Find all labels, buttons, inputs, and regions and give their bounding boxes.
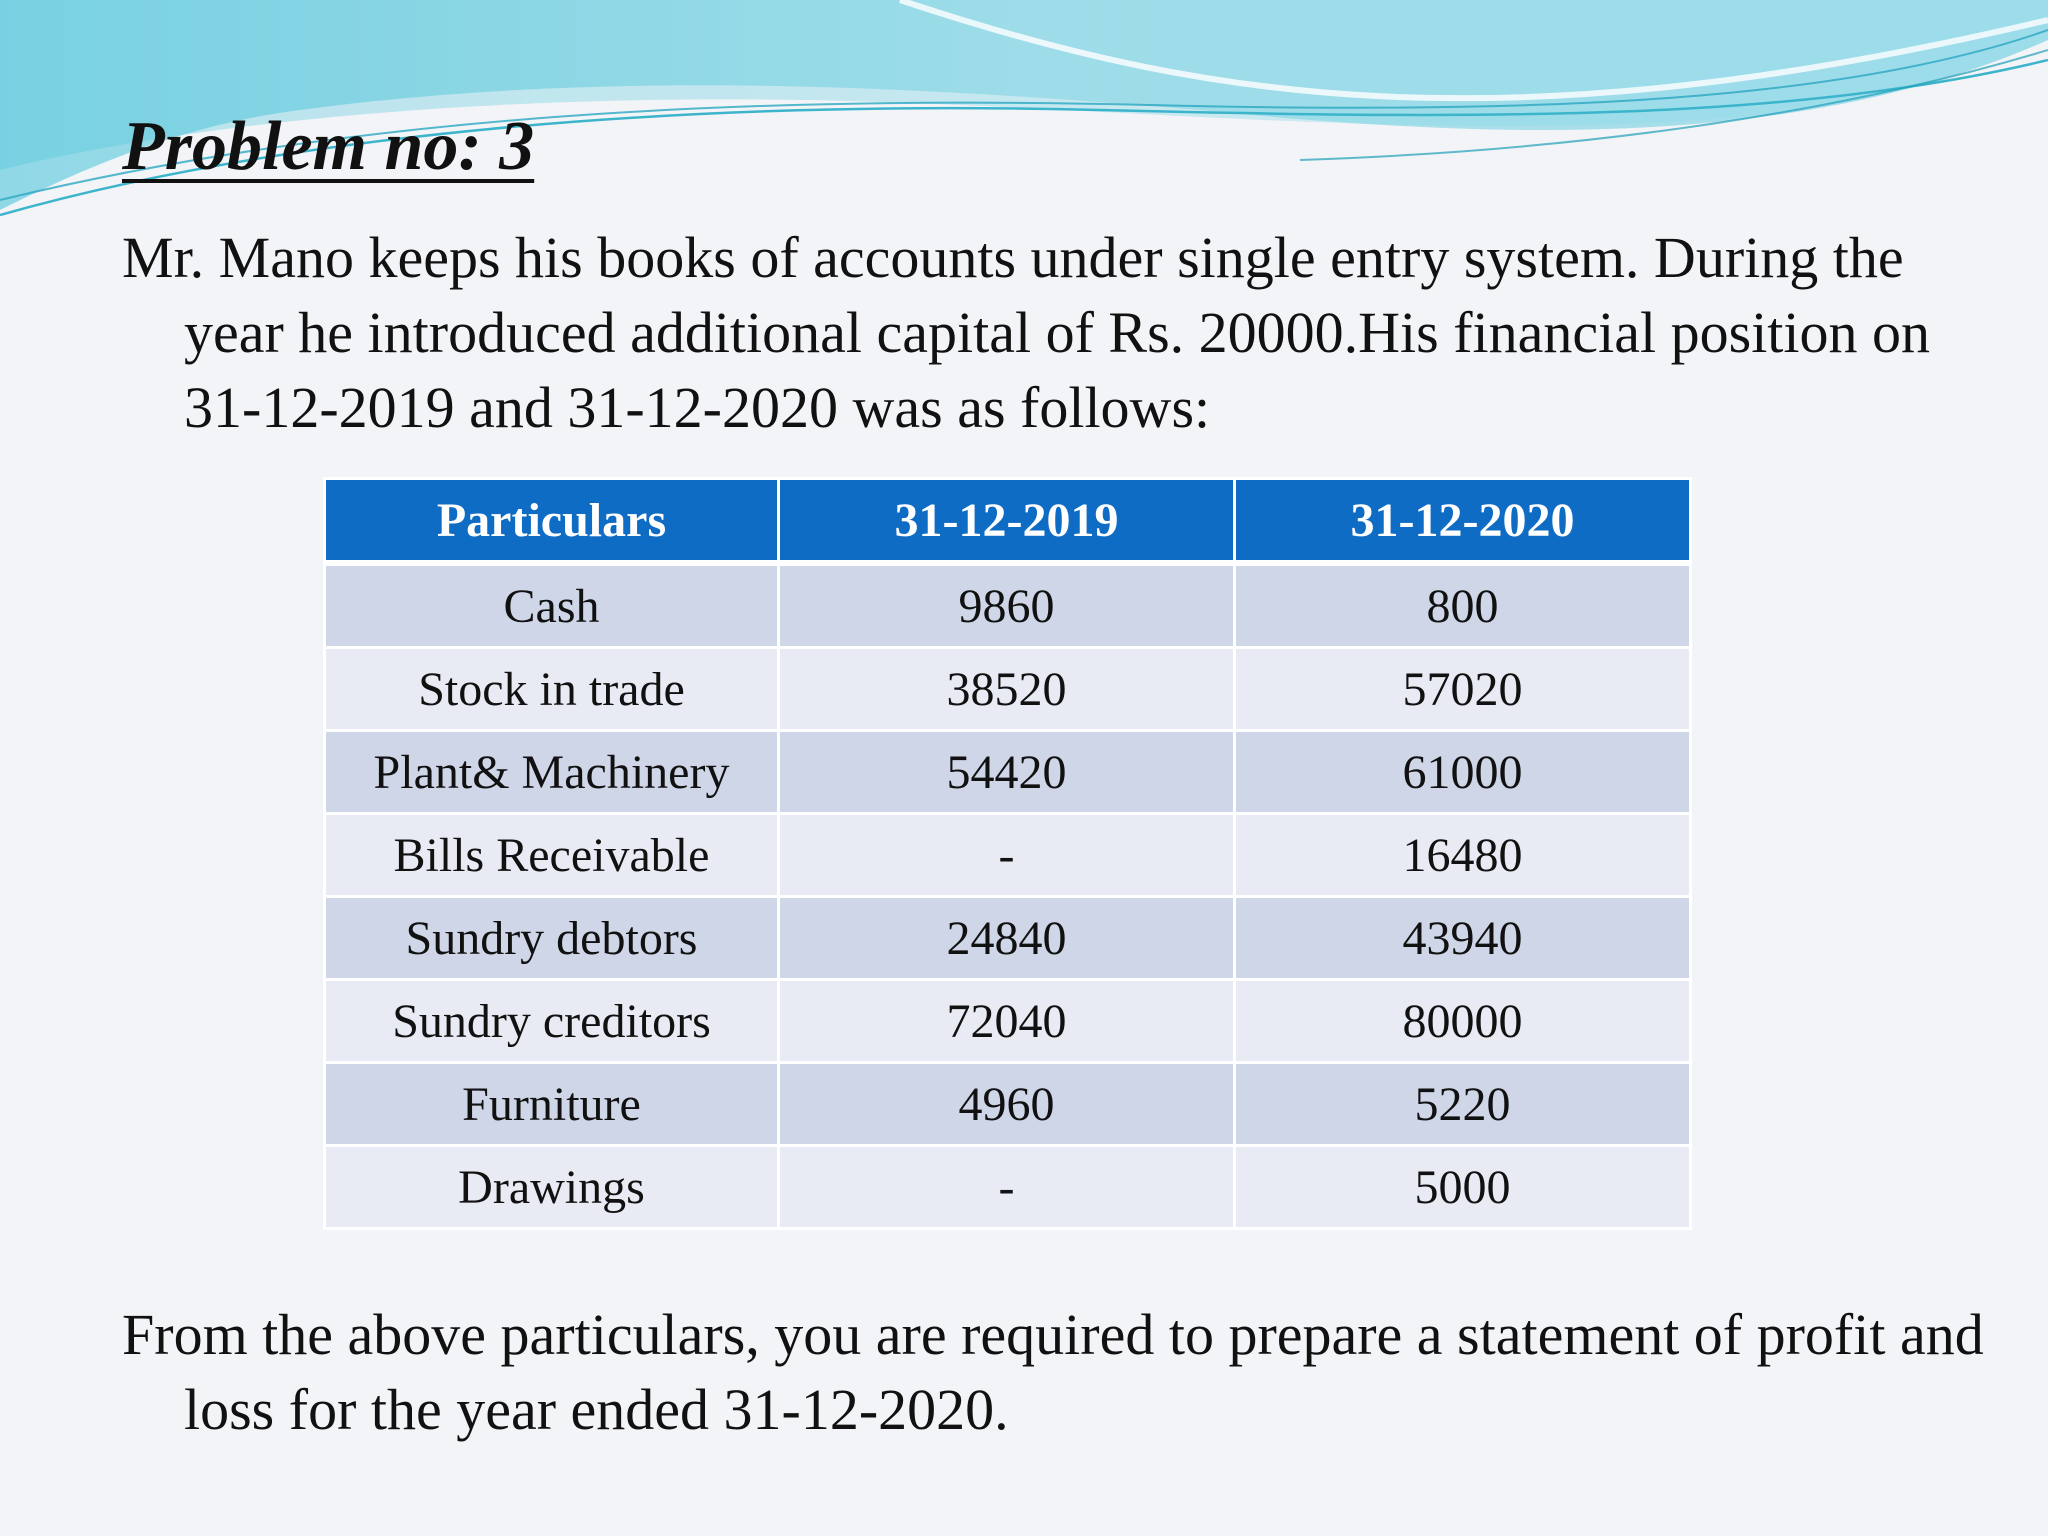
value-2019-cell: 72040 bbox=[779, 980, 1235, 1063]
particular-cell: Furniture bbox=[325, 1063, 779, 1146]
table-row bbox=[325, 1063, 1691, 1146]
particular-cell: Sundry debtors bbox=[325, 897, 779, 980]
value-2019-cell: - bbox=[779, 814, 1235, 897]
particular-cell: Stock in trade bbox=[325, 648, 779, 731]
table-row bbox=[325, 731, 1691, 814]
header-particulars: Particulars bbox=[325, 479, 779, 564]
table-row bbox=[325, 563, 1691, 648]
value-2020-cell: 43940 bbox=[1235, 897, 1691, 980]
header-2020: 31-12-2020 bbox=[1235, 479, 1691, 564]
particular-cell: Plant& Machinery bbox=[325, 731, 779, 814]
table-row bbox=[325, 648, 1691, 731]
value-2019-cell: 24840 bbox=[779, 897, 1235, 980]
value-2020-cell: 57020 bbox=[1235, 648, 1691, 731]
value-2020-cell: 16480 bbox=[1235, 814, 1691, 897]
problem-intro-text: Mr. Mano keeps his books of accounts under single entry system. During the year he introduced additional capital of Rs. 20000.His financial position on 31-12-2019 and 31-12-2020 was as follows: bbox=[122, 225, 1931, 440]
table-row bbox=[325, 814, 1691, 897]
value-2019-cell: 38520 bbox=[779, 648, 1235, 731]
value-2020-cell: 61000 bbox=[1235, 731, 1691, 814]
value-2020-cell: 80000 bbox=[1235, 980, 1691, 1063]
particular-cell: Cash bbox=[325, 563, 779, 648]
particular-cell: Sundry creditors bbox=[325, 980, 779, 1063]
value-2020-cell: 5000 bbox=[1235, 1146, 1691, 1229]
slide-title: Problem no: 3 bbox=[122, 108, 535, 185]
value-2019-cell: 9860 bbox=[779, 563, 1235, 648]
table-row bbox=[325, 897, 1691, 980]
table-header-row bbox=[325, 479, 1691, 564]
particular-cell: Bills Receivable bbox=[325, 814, 779, 897]
problem-requirement-text: From the above particulars, you are required to prepare a statement of profit and loss for the year ended 31-12-2020. bbox=[122, 1302, 1984, 1442]
particular-cell: Drawings bbox=[325, 1146, 779, 1229]
header-2019: 31-12-2019 bbox=[779, 479, 1235, 564]
value-2019-cell: 4960 bbox=[779, 1063, 1235, 1146]
value-2019-cell: - bbox=[779, 1146, 1235, 1229]
value-2020-cell: 5220 bbox=[1235, 1063, 1691, 1146]
financial-position-table bbox=[323, 477, 1692, 1230]
table-row bbox=[325, 1146, 1691, 1229]
value-2019-cell: 54420 bbox=[779, 731, 1235, 814]
value-2020-cell: 800 bbox=[1235, 563, 1691, 648]
table-row bbox=[325, 980, 1691, 1063]
